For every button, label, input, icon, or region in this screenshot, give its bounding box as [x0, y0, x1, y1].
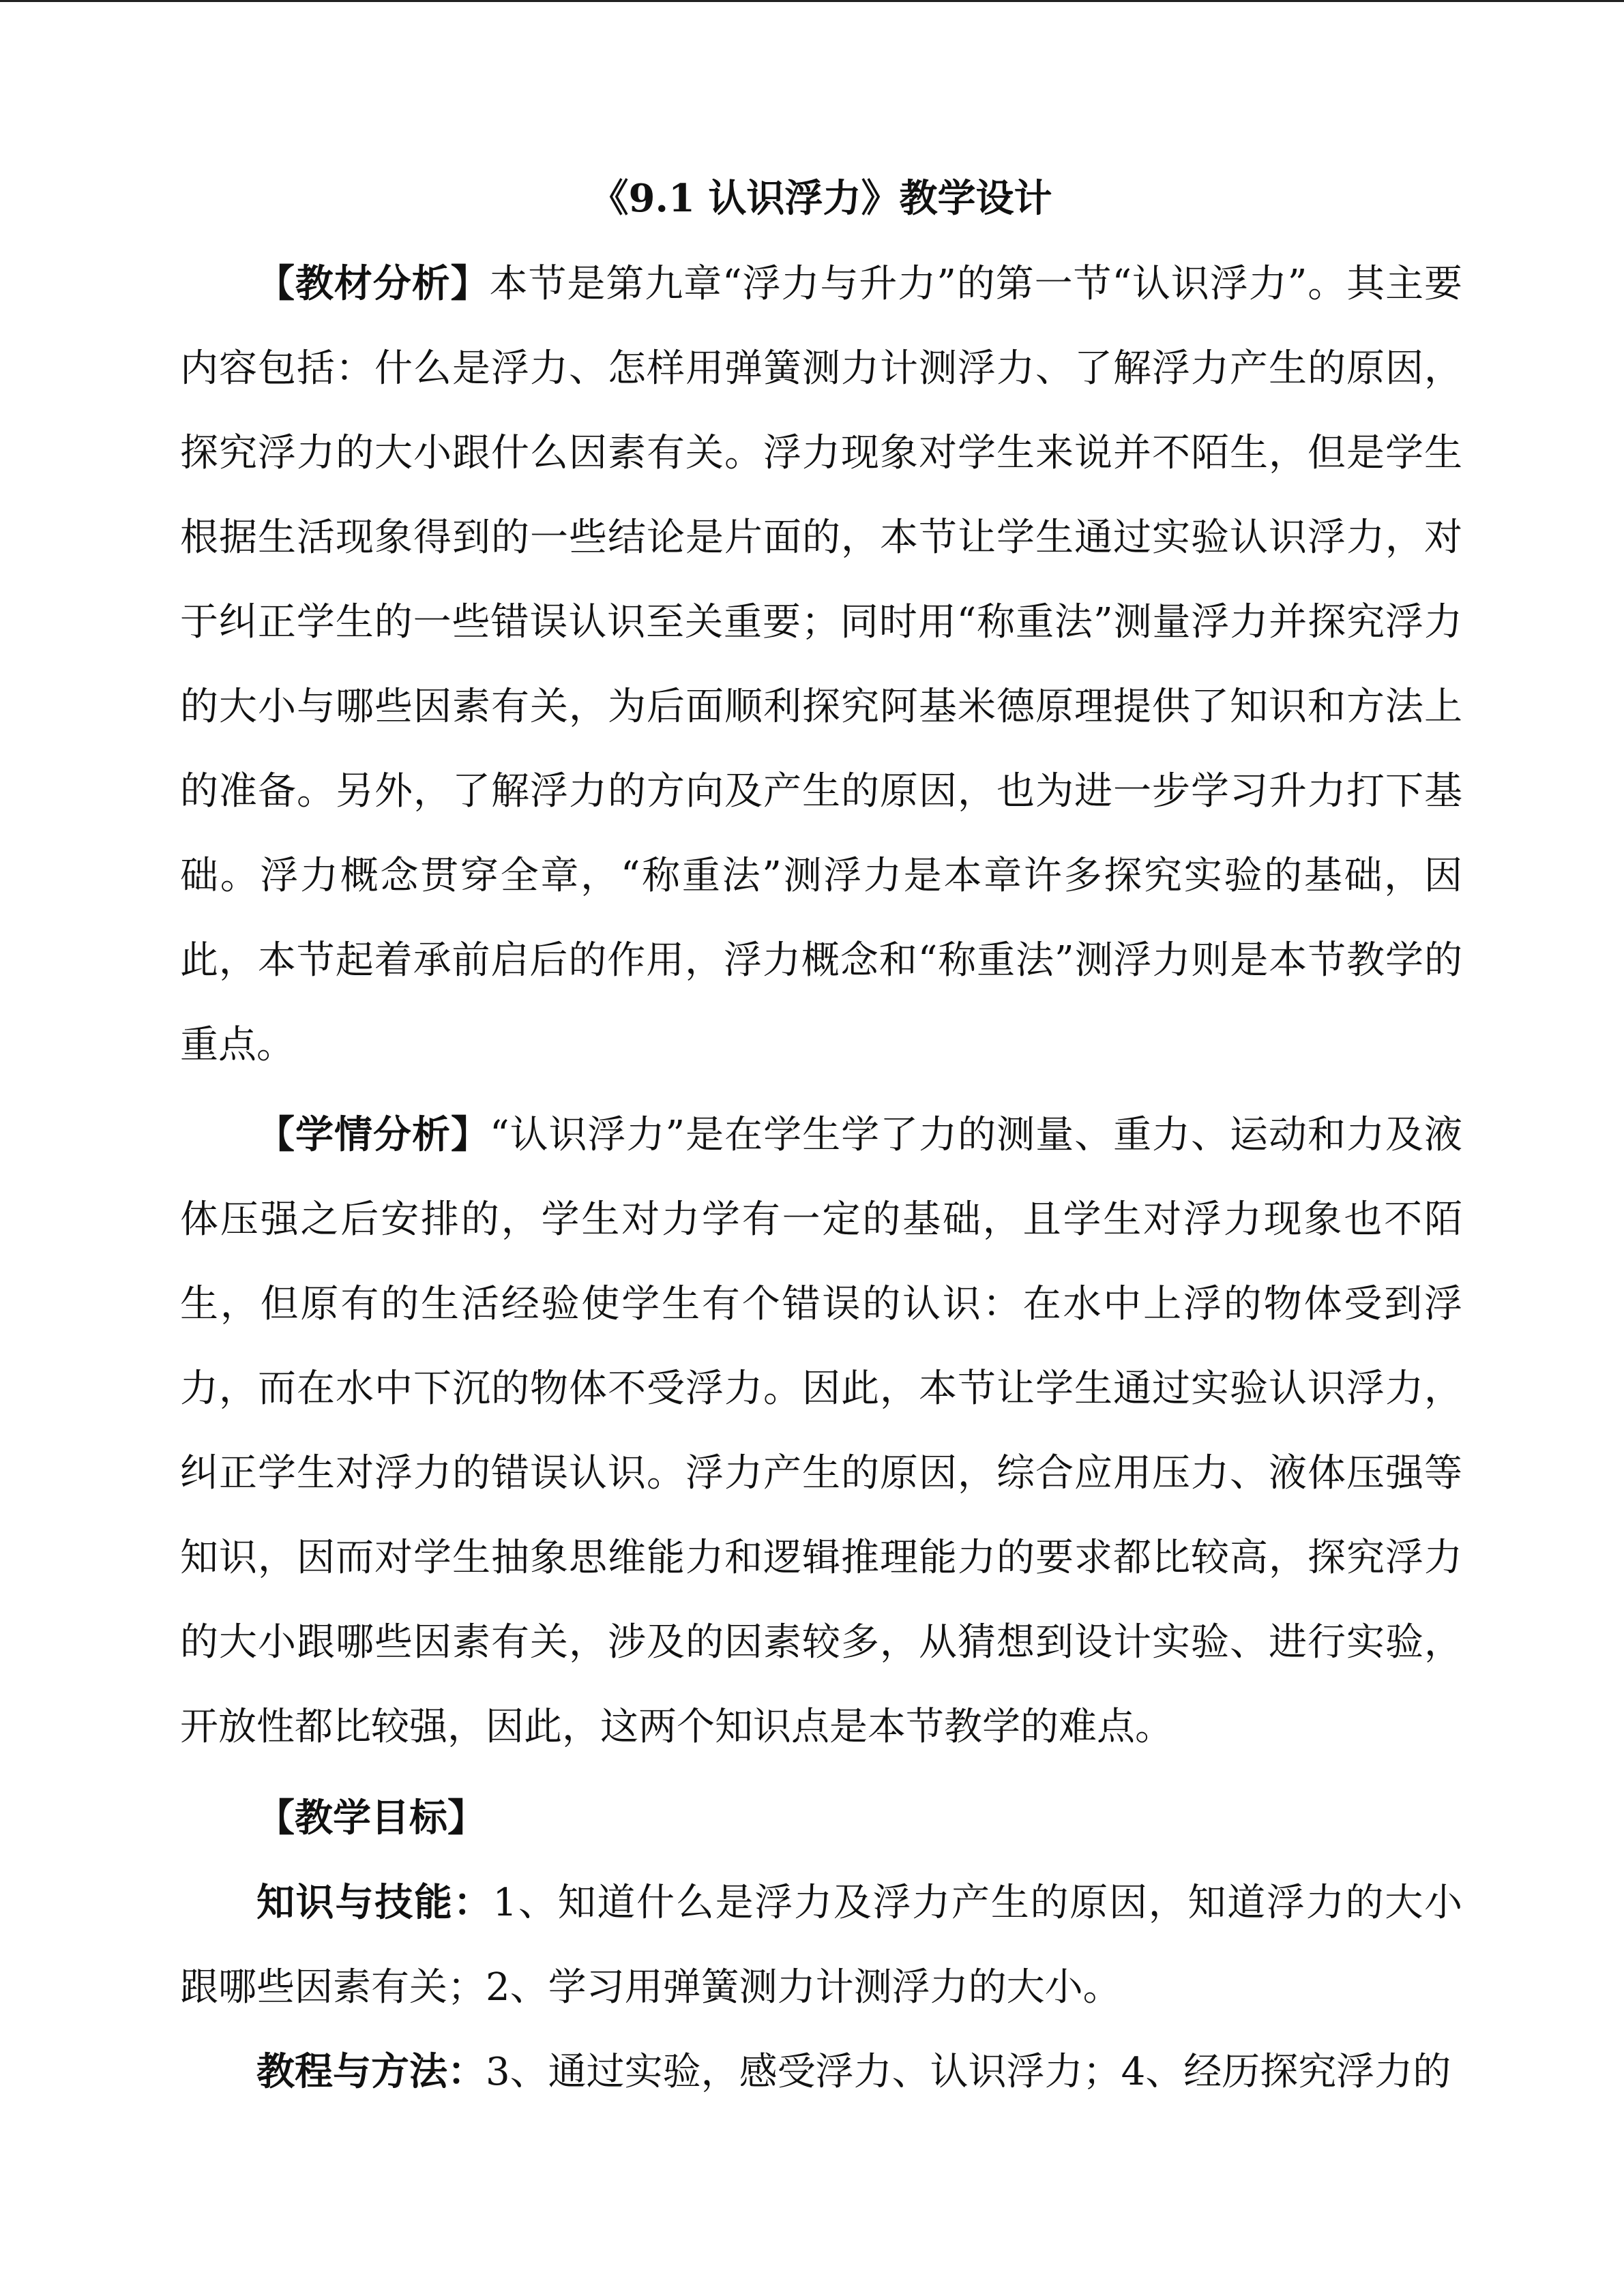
- section-text-textbook-analysis: 本节是第九章“浮力与升力”的第一节“认识浮力”。其主要内容包括：什么是浮力、怎样用弹簧测力计测浮力、了解浮力产生的原因，探究浮力的大小跟什么因素有关。浮力现象对学生来说并不陌生，但是学生根据生活现象得到的一些结论是片面的，本节让学生通过实验认识浮力，对于纠正学生的一些错误认识至关重要；同时用“称重法”测量浮力并探究浮力的大小与哪些因素有关，为后面顺利探究阿基米德原理提供了知识和方法上的准备。另外，了解浮力的方向及产生的原因，也为进一步学习升力打下基础。浮力概念贯穿全章，“称重法”测浮力是本章许多探究实验的基础，因此，本节起着承前启后的作用，浮力概念和“称重法”测浮力则是本节教学的重点。: [180, 262, 1463, 1067]
- paragraph-knowledge-skills: [180, 1860, 1462, 2030]
- section-heading-teaching-goals: 【教学目标】: [256, 1795, 486, 1840]
- paragraph-teaching-goals: [180, 1776, 1462, 1861]
- page-top-border: [0, 0, 1624, 2]
- paragraph-student-analysis: [180, 1092, 1462, 1770]
- document-title: 《9.1 认识浮力》教学设计: [590, 176, 1052, 221]
- section-text-knowledge-skills: 1、知道什么是浮力及浮力产生的原因，知道浮力的大小跟哪些因素有关；2、学习用弹簧测力计测浮力的大小。: [180, 1881, 1463, 2010]
- section-text-process-methods: 3、通过实验，感受浮力、认识浮力；4、经历探究浮力的: [486, 2050, 1451, 2094]
- section-heading-textbook-analysis: 【教材分析】: [256, 261, 490, 306]
- section-heading-knowledge-skills: 知识与技能：: [256, 1880, 493, 1925]
- section-heading-student-analysis: 【学情分析】: [256, 1112, 490, 1157]
- paragraph-process-methods: [180, 2029, 1462, 2115]
- section-heading-process-methods: 教程与方法：: [256, 2049, 486, 2094]
- section-text-student-analysis: “认识浮力”是在学生学了力的测量、重力、运动和力及液体压强之后安排的，学生对力学有一定的基础，且学生对浮力现象也不陌生，但原有的生活经验使学生有个错误的认识：在水中上浮的物体受到浮力，而在水中下沉的物体不受浮力。因此，本节让学生通过实验认识浮力，纠正学生对浮力的错误认识。浮力产生的原因，综合应用压力、液体压强等知识，因而对学生抽象思维能力和逻辑推理能力的要求都比较高，探究浮力的大小跟哪些因素有关，涉及的因素较多，从猜想到设计实验、进行实验，开放性都比较强，因此，这两个知识点是本节教学的难点。: [180, 1113, 1462, 1749]
- paragraph-textbook-analysis: [180, 241, 1462, 1088]
